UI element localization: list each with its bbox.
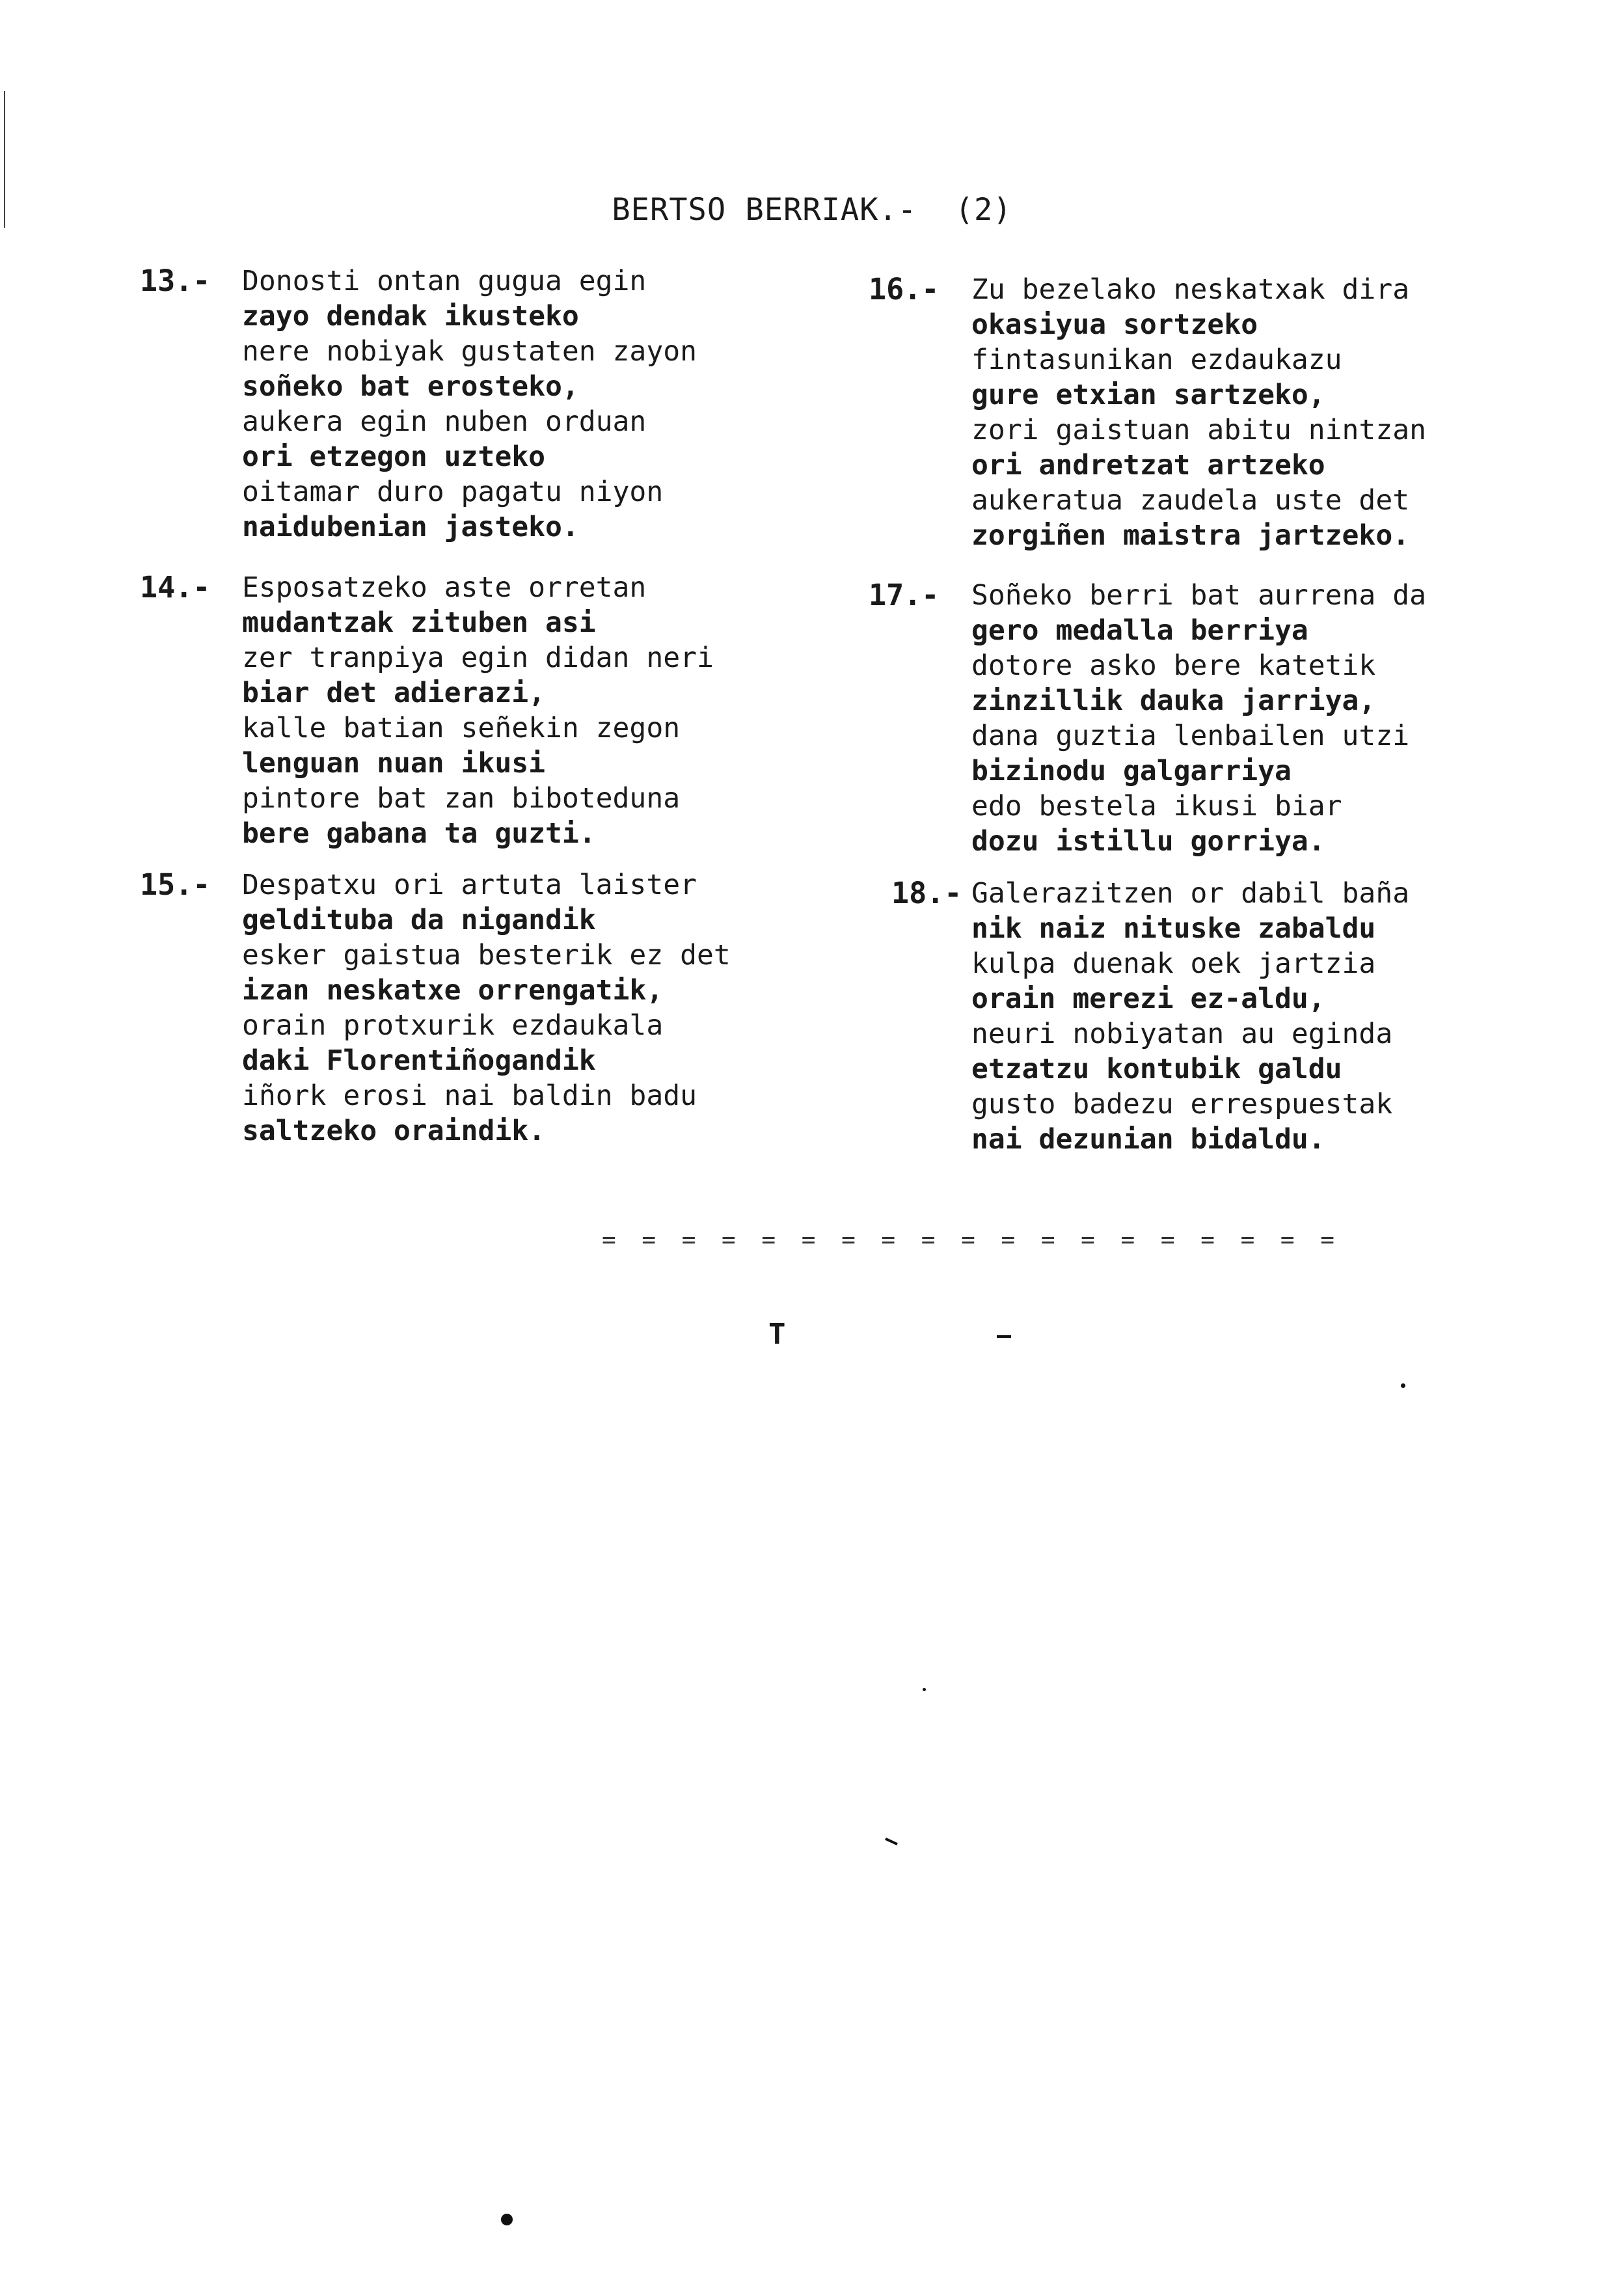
verse-line: zer tranpiya egin didan neri: [242, 642, 714, 674]
ink-dash: [997, 1335, 1011, 1338]
verse-line: Galerazitzen or dabil baña: [971, 877, 1410, 910]
ink-dash: [885, 1838, 898, 1845]
verse-line: kalle batian señekin zegon: [242, 712, 681, 744]
verse-line: Donosti ontan gugua egin: [242, 265, 647, 297]
ink-dot: [923, 1688, 926, 1691]
verse-line: pintore bat zan bibotedunа: [242, 782, 681, 815]
verse-line: dotore asko bere katetik: [971, 649, 1376, 682]
verse-line: izan neskatxe orrengatik,: [242, 974, 664, 1007]
verse-line: oitamar duro pagatu niyon: [242, 476, 664, 508]
verse-line: kulpa duenak oek jartzia: [971, 947, 1376, 980]
verse-line: soñeko bat erosteko,: [242, 370, 579, 403]
verse-line: fintasunikan ezdaukazu: [971, 344, 1342, 376]
verse-line: zori gaistuan abitu nintzan: [971, 414, 1426, 446]
verse-line: Esposatzeko aste orretan: [242, 571, 647, 604]
verse-lines: [242, 264, 697, 545]
verse-line: ori etzegon uzteko: [242, 441, 545, 473]
verse-lines: [971, 272, 1426, 553]
footer-mark: T: [768, 1318, 786, 1351]
verse-line: okasiyua sortzeko: [971, 308, 1258, 341]
verse-line: lenguan nuan ikusi: [242, 747, 545, 780]
verse-line: Zu bezelako neskatxak dira: [971, 273, 1410, 306]
verse-lines: [971, 876, 1409, 1157]
verse-line: neuri nobiyatan au egindа: [971, 1018, 1393, 1050]
verse-number: 15.-: [140, 867, 211, 902]
verse-line: ori andretzat artzeko: [971, 449, 1325, 482]
verse-line: zayo dendak ikusteko: [242, 300, 579, 333]
verse-line: naidubenian jasteko.: [242, 511, 579, 543]
verse-line: bere gabana ta guzti.: [242, 817, 596, 850]
verse-line: iñork erosi nai baldin badu: [242, 1080, 697, 1112]
verse-line: etzatzu kontubik galdu: [971, 1053, 1342, 1085]
verse-line: zinzillik dauka jarriya,: [971, 685, 1376, 717]
verse-line: orain merezi ez-aldu,: [971, 983, 1325, 1015]
verse-number: 16.-: [869, 272, 940, 306]
page-title: BERTSO BERRIAK.- (2): [612, 192, 1012, 228]
verse-number: 13.-: [140, 264, 211, 298]
verse-line: mudantzak zituben asi: [242, 606, 596, 639]
verse-line: gero medalla berriya: [971, 614, 1308, 647]
ink-dot: [1401, 1383, 1405, 1388]
verse-line: gusto badezu errespuestak: [971, 1088, 1393, 1121]
verse-line: nik naiz nituske zabaldu: [971, 912, 1376, 945]
verse-line: saltzeko oraindik.: [242, 1115, 545, 1147]
verse-lines: [242, 867, 731, 1148]
verse-line: orain protxurik ezdaukala: [242, 1009, 664, 1042]
verse-line: edo bestela ikusi biar: [971, 790, 1342, 822]
section-divider: = = = = = = = = = = = = = = = = = = =: [602, 1227, 1340, 1253]
verse-number: 18.-: [891, 876, 962, 910]
verse-number: 14.-: [140, 570, 211, 604]
verse-line: dana guztia lenbailen utzi: [971, 720, 1410, 752]
verse-line: dozu istillu gorriya.: [971, 825, 1325, 858]
verse-line: geldituba da nigandik: [242, 904, 596, 936]
verse-line: nai dezunian bidaldu.: [971, 1123, 1325, 1156]
verse-line: bizinodu galgarriya: [971, 755, 1292, 787]
verse-line: daki Florentiñogandik: [242, 1044, 596, 1077]
verse-lines: [971, 578, 1426, 859]
verse-line: biar det adierazi,: [242, 677, 545, 709]
verse-line: esker gaistua besterik ez det: [242, 939, 731, 971]
verse-lines: [242, 570, 714, 851]
verse-line: aukera egin nuben orduan: [242, 405, 647, 438]
ink-dot: [501, 2214, 513, 2225]
verse-line: nere nobiyak gustaten zayon: [242, 335, 697, 368]
verse-line: aukeratua zaudela uste det: [971, 484, 1410, 517]
verse-line: gure etxian sartzeko,: [971, 379, 1325, 411]
verse-line: Soñeko berri bat aurrena da: [971, 579, 1426, 612]
verse-line: zorgiñen maistra jartzeko.: [971, 519, 1410, 552]
verse-line: Despatxu ori artuta laister: [242, 869, 697, 901]
verse-number: 17.-: [869, 578, 940, 612]
